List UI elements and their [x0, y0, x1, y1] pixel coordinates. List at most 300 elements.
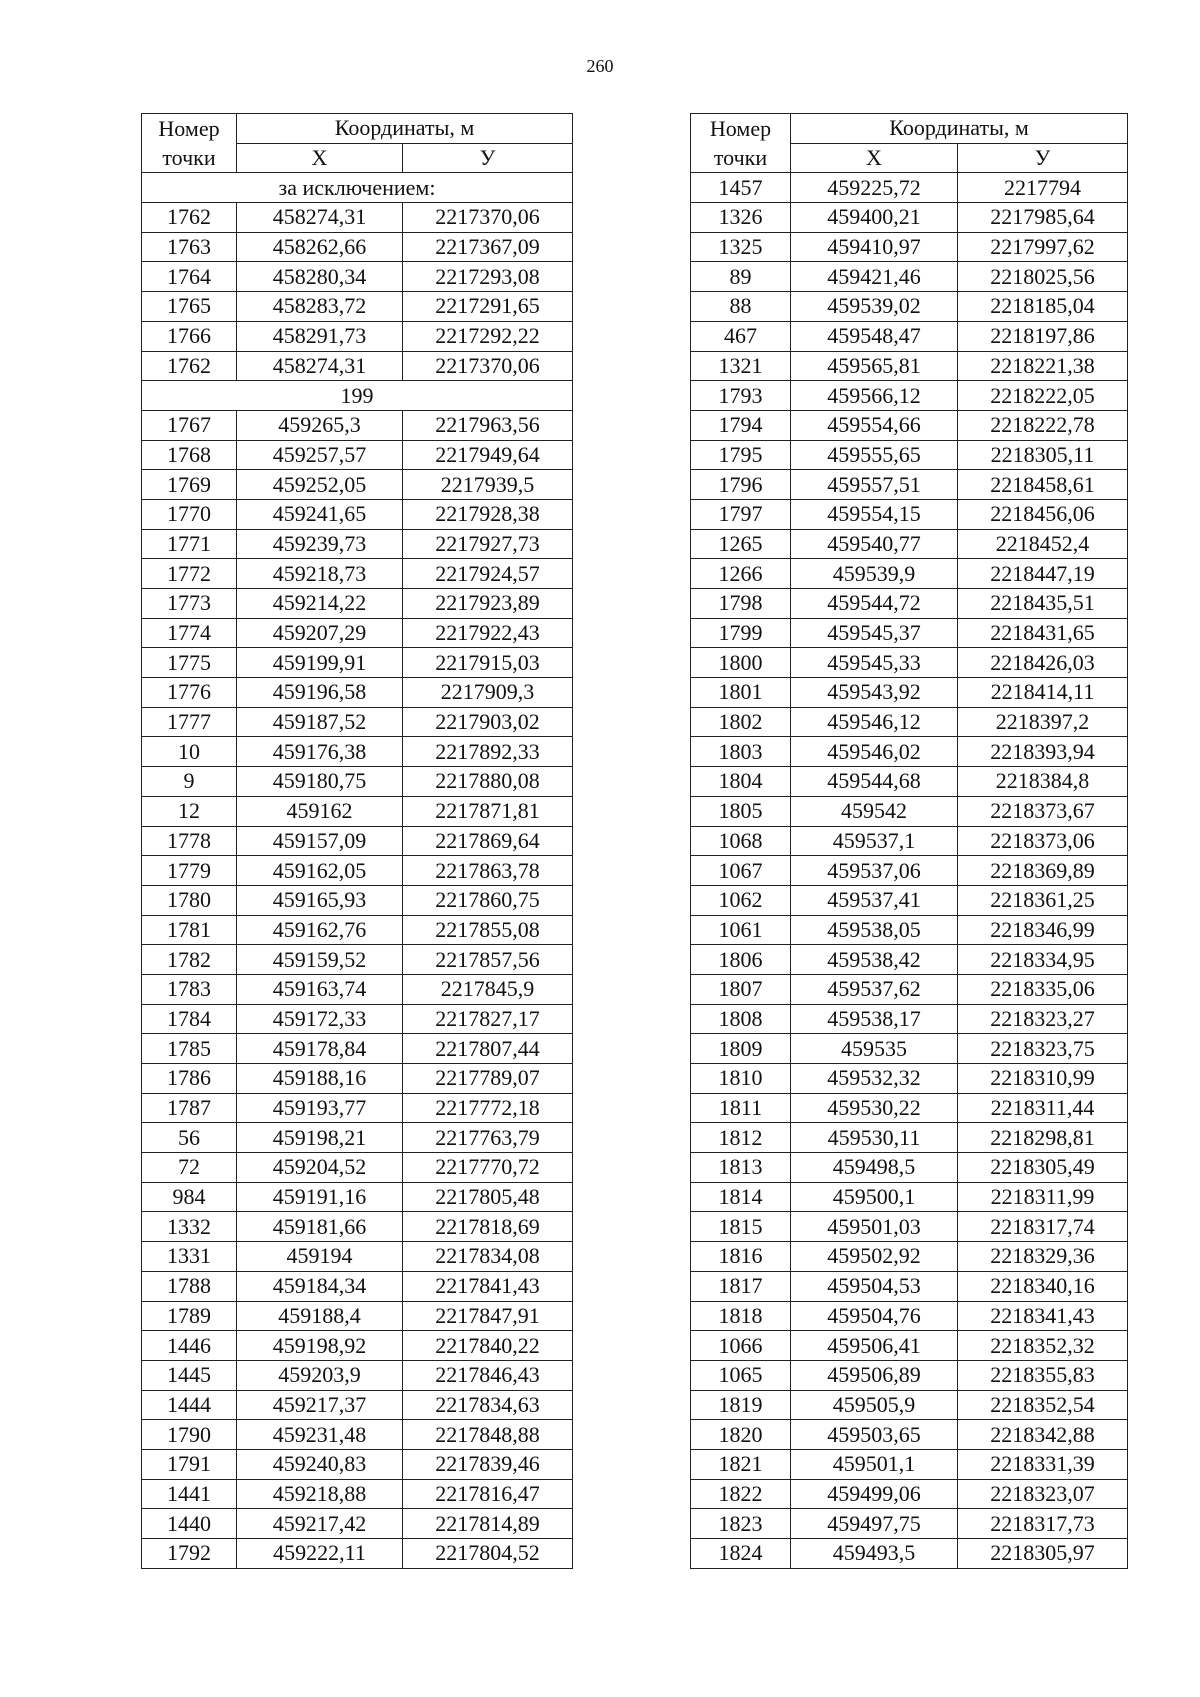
y-coordinate-cell: 2217789,07	[403, 1064, 573, 1094]
y-coordinate-cell: 2218311,44	[958, 1093, 1128, 1123]
table-row	[691, 945, 1128, 975]
point-number-cell: 1332	[142, 1212, 237, 1242]
x-coordinate-cell: 459162,76	[237, 915, 403, 945]
point-number-cell: 1823	[691, 1509, 791, 1539]
point-number-cell: 1768	[142, 440, 237, 470]
y-coordinate-cell: 2218185,04	[958, 292, 1128, 322]
table-row	[691, 470, 1128, 500]
table-row	[691, 678, 1128, 708]
y-coordinate-cell: 2218310,99	[958, 1064, 1128, 1094]
x-coordinate-cell: 459239,73	[237, 529, 403, 559]
x-coordinate-cell: 458280,34	[237, 262, 403, 292]
x-coordinate-cell: 459162,05	[237, 856, 403, 886]
x-coordinate-cell: 459540,77	[791, 529, 958, 559]
point-number-cell: 1061	[691, 915, 791, 945]
y-coordinate-cell: 2218323,07	[958, 1479, 1128, 1509]
x-coordinate-cell: 459506,41	[791, 1331, 958, 1361]
x-coordinate-cell: 459188,16	[237, 1064, 403, 1094]
y-coordinate-cell: 2217963,56	[403, 410, 573, 440]
table-row	[691, 796, 1128, 826]
point-number-cell: 1444	[142, 1390, 237, 1420]
y-coordinate-cell: 2217892,33	[403, 737, 573, 767]
point-number-cell: 1808	[691, 1004, 791, 1034]
y-coordinate-cell: 2217846,43	[403, 1360, 573, 1390]
point-number-cell: 467	[691, 321, 791, 351]
header-y: У	[403, 143, 573, 173]
y-coordinate-cell: 2218431,65	[958, 618, 1128, 648]
point-number-cell: 1811	[691, 1093, 791, 1123]
y-coordinate-cell: 2217293,08	[403, 262, 573, 292]
y-coordinate-cell: 2218342,88	[958, 1420, 1128, 1450]
y-coordinate-cell: 2217291,65	[403, 292, 573, 322]
x-coordinate-cell: 459162	[237, 796, 403, 826]
x-coordinate-cell: 459542	[791, 796, 958, 826]
x-coordinate-cell: 459240,83	[237, 1449, 403, 1479]
table-row	[691, 262, 1128, 292]
x-coordinate-cell: 459181,66	[237, 1212, 403, 1242]
table-row	[142, 1449, 573, 1479]
point-number-cell: 1804	[691, 767, 791, 797]
point-number-cell: 1819	[691, 1390, 791, 1420]
y-coordinate-cell: 2217928,38	[403, 499, 573, 529]
table-row	[691, 173, 1128, 203]
x-coordinate-cell: 459546,12	[791, 707, 958, 737]
x-coordinate-cell: 459421,46	[791, 262, 958, 292]
point-number-cell: 72	[142, 1153, 237, 1183]
table-row	[691, 885, 1128, 915]
y-coordinate-cell: 2218384,8	[958, 767, 1128, 797]
table-row	[142, 885, 573, 915]
point-number-cell: 1806	[691, 945, 791, 975]
y-coordinate-cell: 2218329,36	[958, 1242, 1128, 1272]
point-number-cell: 1799	[691, 618, 791, 648]
page-number: 260	[586, 56, 614, 76]
x-coordinate-cell: 459191,16	[237, 1182, 403, 1212]
x-coordinate-cell: 459198,21	[237, 1123, 403, 1153]
table-row	[691, 618, 1128, 648]
y-coordinate-cell: 2217863,78	[403, 856, 573, 886]
point-number-cell: 1326	[691, 203, 791, 233]
y-coordinate-cell: 2217840,22	[403, 1331, 573, 1361]
table-row	[691, 1390, 1128, 1420]
table-row	[142, 1034, 573, 1064]
x-coordinate-cell: 459544,68	[791, 767, 958, 797]
table-row	[142, 1004, 573, 1034]
point-number-cell: 1441	[142, 1479, 237, 1509]
table-row	[142, 1182, 573, 1212]
point-number-cell: 1777	[142, 707, 237, 737]
point-number-cell: 984	[142, 1182, 237, 1212]
header-point-number-line1: Номер	[142, 114, 237, 144]
point-number-cell: 1792	[142, 1539, 237, 1569]
point-number-cell: 12	[142, 796, 237, 826]
point-number-cell: 1266	[691, 559, 791, 589]
table-row	[691, 1331, 1128, 1361]
table-row	[691, 1153, 1128, 1183]
point-number-cell: 1764	[142, 262, 237, 292]
point-number-cell: 1824	[691, 1539, 791, 1569]
header-point-number-line2: точки	[691, 143, 791, 173]
x-coordinate-cell: 459198,92	[237, 1331, 403, 1361]
point-number-cell: 1790	[142, 1420, 237, 1450]
x-coordinate-cell: 459554,66	[791, 410, 958, 440]
point-number-cell: 1812	[691, 1123, 791, 1153]
point-number-cell: 1788	[142, 1271, 237, 1301]
y-coordinate-cell: 2218221,38	[958, 351, 1128, 381]
x-coordinate-cell: 459537,06	[791, 856, 958, 886]
table-row	[691, 1509, 1128, 1539]
point-number-cell: 1803	[691, 737, 791, 767]
y-coordinate-cell: 2217827,17	[403, 1004, 573, 1034]
y-coordinate-cell: 2217927,73	[403, 529, 573, 559]
x-coordinate-cell: 459554,15	[791, 499, 958, 529]
point-number-cell: 1817	[691, 1271, 791, 1301]
table-row	[142, 945, 573, 975]
table-row	[691, 1004, 1128, 1034]
x-coordinate-cell: 459544,72	[791, 589, 958, 619]
x-coordinate-cell: 459193,77	[237, 1093, 403, 1123]
table-row	[142, 203, 573, 233]
x-coordinate-cell: 459180,75	[237, 767, 403, 797]
y-coordinate-cell: 2218369,89	[958, 856, 1128, 886]
table-row	[142, 737, 573, 767]
x-coordinate-cell: 459217,37	[237, 1390, 403, 1420]
point-number-cell: 1766	[142, 321, 237, 351]
x-coordinate-cell: 459257,57	[237, 440, 403, 470]
y-coordinate-cell: 2218317,73	[958, 1509, 1128, 1539]
point-number-cell: 1763	[142, 232, 237, 262]
y-coordinate-cell: 2218397,2	[958, 707, 1128, 737]
x-coordinate-cell: 459537,62	[791, 974, 958, 1004]
y-coordinate-cell: 2217763,79	[403, 1123, 573, 1153]
point-number-cell: 1805	[691, 796, 791, 826]
table-row	[691, 648, 1128, 678]
y-coordinate-cell: 2217909,3	[403, 678, 573, 708]
point-number-cell: 10	[142, 737, 237, 767]
x-coordinate-cell: 459545,37	[791, 618, 958, 648]
table-row	[691, 1539, 1128, 1569]
x-coordinate-cell: 459502,92	[791, 1242, 958, 1272]
table-row	[142, 1212, 573, 1242]
y-coordinate-cell: 2217807,44	[403, 1034, 573, 1064]
x-coordinate-cell: 459225,72	[791, 173, 958, 203]
point-number-cell: 1446	[142, 1331, 237, 1361]
y-coordinate-cell: 2218458,61	[958, 470, 1128, 500]
table-row	[691, 1212, 1128, 1242]
x-coordinate-cell: 459178,84	[237, 1034, 403, 1064]
section-label: 199	[142, 381, 573, 411]
section-row	[142, 381, 573, 411]
table-row	[142, 1390, 573, 1420]
point-number-cell: 1771	[142, 529, 237, 559]
y-coordinate-cell: 2217855,08	[403, 915, 573, 945]
point-number-cell: 1802	[691, 707, 791, 737]
point-number-cell: 9	[142, 767, 237, 797]
y-coordinate-cell: 2218456,06	[958, 499, 1128, 529]
y-coordinate-cell: 2217922,43	[403, 618, 573, 648]
point-number-cell: 1789	[142, 1301, 237, 1331]
point-number-cell: 1331	[142, 1242, 237, 1272]
table-row	[691, 203, 1128, 233]
y-coordinate-cell: 2217370,06	[403, 351, 573, 381]
y-coordinate-cell: 2218426,03	[958, 648, 1128, 678]
point-number-cell: 1769	[142, 470, 237, 500]
y-coordinate-cell: 2217816,47	[403, 1479, 573, 1509]
header-x: Х	[237, 143, 403, 173]
table-row	[691, 974, 1128, 1004]
point-number-cell: 88	[691, 292, 791, 322]
y-coordinate-cell: 2217880,08	[403, 767, 573, 797]
point-number-cell: 1780	[142, 885, 237, 915]
table-row	[142, 1331, 573, 1361]
point-number-cell: 1821	[691, 1449, 791, 1479]
table-row	[691, 292, 1128, 322]
x-coordinate-cell: 459410,97	[791, 232, 958, 262]
y-coordinate-cell: 2218452,4	[958, 529, 1128, 559]
y-coordinate-cell: 2218311,99	[958, 1182, 1128, 1212]
x-coordinate-cell: 459222,11	[237, 1539, 403, 1569]
x-coordinate-cell: 459537,41	[791, 885, 958, 915]
point-number-cell: 1770	[142, 499, 237, 529]
x-coordinate-cell: 459539,02	[791, 292, 958, 322]
table-row	[691, 1182, 1128, 1212]
table-row	[691, 529, 1128, 559]
table-row	[142, 499, 573, 529]
y-coordinate-cell: 2217818,69	[403, 1212, 573, 1242]
point-number-cell: 1794	[691, 410, 791, 440]
x-coordinate-cell: 459501,03	[791, 1212, 958, 1242]
y-coordinate-cell: 2217985,64	[958, 203, 1128, 233]
table-row	[691, 737, 1128, 767]
table-row	[691, 559, 1128, 589]
header-point-number-line1: Номер	[691, 114, 791, 144]
y-coordinate-cell: 2218222,05	[958, 381, 1128, 411]
x-coordinate-cell: 459546,02	[791, 737, 958, 767]
point-number-cell: 1062	[691, 885, 791, 915]
table-row	[142, 974, 573, 1004]
x-coordinate-cell: 459543,92	[791, 678, 958, 708]
point-number-cell: 1767	[142, 410, 237, 440]
table-row	[142, 1360, 573, 1390]
point-number-cell: 1321	[691, 351, 791, 381]
table-row	[142, 648, 573, 678]
table-row	[691, 1034, 1128, 1064]
table-row	[691, 1242, 1128, 1272]
point-number-cell: 1787	[142, 1093, 237, 1123]
point-number-cell: 1776	[142, 678, 237, 708]
x-coordinate-cell: 459157,09	[237, 826, 403, 856]
point-number-cell: 89	[691, 262, 791, 292]
point-number-cell: 1797	[691, 499, 791, 529]
x-coordinate-cell: 459218,88	[237, 1479, 403, 1509]
y-coordinate-cell: 2217841,43	[403, 1271, 573, 1301]
point-number-cell: 1793	[691, 381, 791, 411]
table-row	[142, 915, 573, 945]
x-coordinate-cell: 459184,34	[237, 1271, 403, 1301]
table-body-right	[691, 173, 1128, 1568]
x-coordinate-cell: 459504,53	[791, 1271, 958, 1301]
x-coordinate-cell: 459501,1	[791, 1449, 958, 1479]
table-row	[691, 410, 1128, 440]
point-number-cell: 1445	[142, 1360, 237, 1390]
point-number-cell: 1786	[142, 1064, 237, 1094]
table-row	[142, 232, 573, 262]
table-row	[691, 1420, 1128, 1450]
y-coordinate-cell: 2218352,32	[958, 1331, 1128, 1361]
table-row	[142, 1301, 573, 1331]
y-coordinate-cell: 2217370,06	[403, 203, 573, 233]
point-number-cell: 1807	[691, 974, 791, 1004]
x-coordinate-cell: 458283,72	[237, 292, 403, 322]
point-number-cell: 1798	[691, 589, 791, 619]
y-coordinate-cell: 2218305,97	[958, 1539, 1128, 1569]
x-coordinate-cell: 459535	[791, 1034, 958, 1064]
table-row	[691, 351, 1128, 381]
y-coordinate-cell: 2218373,67	[958, 796, 1128, 826]
table-row	[691, 232, 1128, 262]
table-row	[691, 1449, 1128, 1479]
point-number-cell: 1813	[691, 1153, 791, 1183]
table-row	[691, 499, 1128, 529]
point-number-cell: 1809	[691, 1034, 791, 1064]
table-row	[691, 915, 1128, 945]
x-coordinate-cell: 459400,21	[791, 203, 958, 233]
point-number-cell: 1440	[142, 1509, 237, 1539]
table-row	[691, 1360, 1128, 1390]
x-coordinate-cell: 459176,38	[237, 737, 403, 767]
x-coordinate-cell: 459565,81	[791, 351, 958, 381]
x-coordinate-cell: 459537,1	[791, 826, 958, 856]
point-number-cell: 1796	[691, 470, 791, 500]
y-coordinate-cell: 2217292,22	[403, 321, 573, 351]
table-row	[142, 1123, 573, 1153]
table-row	[691, 381, 1128, 411]
y-coordinate-cell: 2217794	[958, 173, 1128, 203]
x-coordinate-cell: 459548,47	[791, 321, 958, 351]
table-row	[142, 1479, 573, 1509]
y-coordinate-cell: 2218305,49	[958, 1153, 1128, 1183]
point-number-cell: 1791	[142, 1449, 237, 1479]
table-row	[142, 796, 573, 826]
point-number-cell: 1778	[142, 826, 237, 856]
table-row	[691, 856, 1128, 886]
table-row	[142, 707, 573, 737]
table-row	[142, 1509, 573, 1539]
x-coordinate-cell: 459504,76	[791, 1301, 958, 1331]
y-coordinate-cell: 2217860,75	[403, 885, 573, 915]
table-row	[142, 292, 573, 322]
x-coordinate-cell: 459159,52	[237, 945, 403, 975]
y-coordinate-cell: 2218323,75	[958, 1034, 1128, 1064]
point-number-cell: 1783	[142, 974, 237, 1004]
header-coordinates: Координаты, м	[791, 114, 1128, 144]
point-number-cell: 1765	[142, 292, 237, 322]
point-number-cell: 1068	[691, 826, 791, 856]
y-coordinate-cell: 2218197,86	[958, 321, 1128, 351]
x-coordinate-cell: 459555,65	[791, 440, 958, 470]
y-coordinate-cell: 2218352,54	[958, 1390, 1128, 1420]
y-coordinate-cell: 2217847,91	[403, 1301, 573, 1331]
table-row	[142, 1242, 573, 1272]
table-row	[142, 321, 573, 351]
y-coordinate-cell: 2217834,63	[403, 1390, 573, 1420]
point-number-cell: 1265	[691, 529, 791, 559]
x-coordinate-cell: 459557,51	[791, 470, 958, 500]
y-coordinate-cell: 2218317,74	[958, 1212, 1128, 1242]
point-number-cell: 1762	[142, 351, 237, 381]
x-coordinate-cell: 459204,52	[237, 1153, 403, 1183]
x-coordinate-cell: 459500,1	[791, 1182, 958, 1212]
y-coordinate-cell: 2218341,43	[958, 1301, 1128, 1331]
table-row	[142, 1153, 573, 1183]
point-number-cell: 1782	[142, 945, 237, 975]
y-coordinate-cell: 2218414,11	[958, 678, 1128, 708]
y-coordinate-cell: 2218305,11	[958, 440, 1128, 470]
point-number-cell: 1773	[142, 589, 237, 619]
y-coordinate-cell: 2217923,89	[403, 589, 573, 619]
y-coordinate-cell: 2217848,88	[403, 1420, 573, 1450]
table-row	[142, 856, 573, 886]
y-coordinate-cell: 2218334,95	[958, 945, 1128, 975]
y-coordinate-cell: 2218355,83	[958, 1360, 1128, 1390]
point-number-cell: 1820	[691, 1420, 791, 1450]
table-row	[142, 559, 573, 589]
x-coordinate-cell: 459539,9	[791, 559, 958, 589]
table-row	[691, 1479, 1128, 1509]
y-coordinate-cell: 2218393,94	[958, 737, 1128, 767]
y-coordinate-cell: 2217772,18	[403, 1093, 573, 1123]
point-number-cell: 1795	[691, 440, 791, 470]
x-coordinate-cell: 459503,65	[791, 1420, 958, 1450]
y-coordinate-cell: 2217839,46	[403, 1449, 573, 1479]
point-number-cell: 1325	[691, 232, 791, 262]
y-coordinate-cell: 2218435,51	[958, 589, 1128, 619]
table-row	[691, 767, 1128, 797]
y-coordinate-cell: 2218331,39	[958, 1449, 1128, 1479]
y-coordinate-cell: 2217834,08	[403, 1242, 573, 1272]
point-number-cell: 1067	[691, 856, 791, 886]
x-coordinate-cell: 459545,33	[791, 648, 958, 678]
y-coordinate-cell: 2218447,19	[958, 559, 1128, 589]
table-row	[691, 1123, 1128, 1153]
x-coordinate-cell: 459498,5	[791, 1153, 958, 1183]
x-coordinate-cell: 459163,74	[237, 974, 403, 1004]
table-row	[691, 1271, 1128, 1301]
x-coordinate-cell: 459265,3	[237, 410, 403, 440]
x-coordinate-cell: 459231,48	[237, 1420, 403, 1450]
y-coordinate-cell: 2217949,64	[403, 440, 573, 470]
table-row	[691, 321, 1128, 351]
point-number-cell: 1815	[691, 1212, 791, 1242]
x-coordinate-cell: 459530,22	[791, 1093, 958, 1123]
point-number-cell: 1774	[142, 618, 237, 648]
table-row	[142, 1420, 573, 1450]
table-row	[142, 1539, 573, 1569]
x-coordinate-cell: 459530,11	[791, 1123, 958, 1153]
y-coordinate-cell: 2217805,48	[403, 1182, 573, 1212]
y-coordinate-cell: 2217845,9	[403, 974, 573, 1004]
y-coordinate-cell: 2218323,27	[958, 1004, 1128, 1034]
section-label: за исключением:	[142, 173, 573, 203]
y-coordinate-cell: 2218346,99	[958, 915, 1128, 945]
point-number-cell: 1457	[691, 173, 791, 203]
header-x: Х	[791, 143, 958, 173]
table-row	[142, 589, 573, 619]
x-coordinate-cell: 459493,5	[791, 1539, 958, 1569]
x-coordinate-cell: 459532,32	[791, 1064, 958, 1094]
header-y: У	[958, 143, 1128, 173]
point-number-cell: 1822	[691, 1479, 791, 1509]
